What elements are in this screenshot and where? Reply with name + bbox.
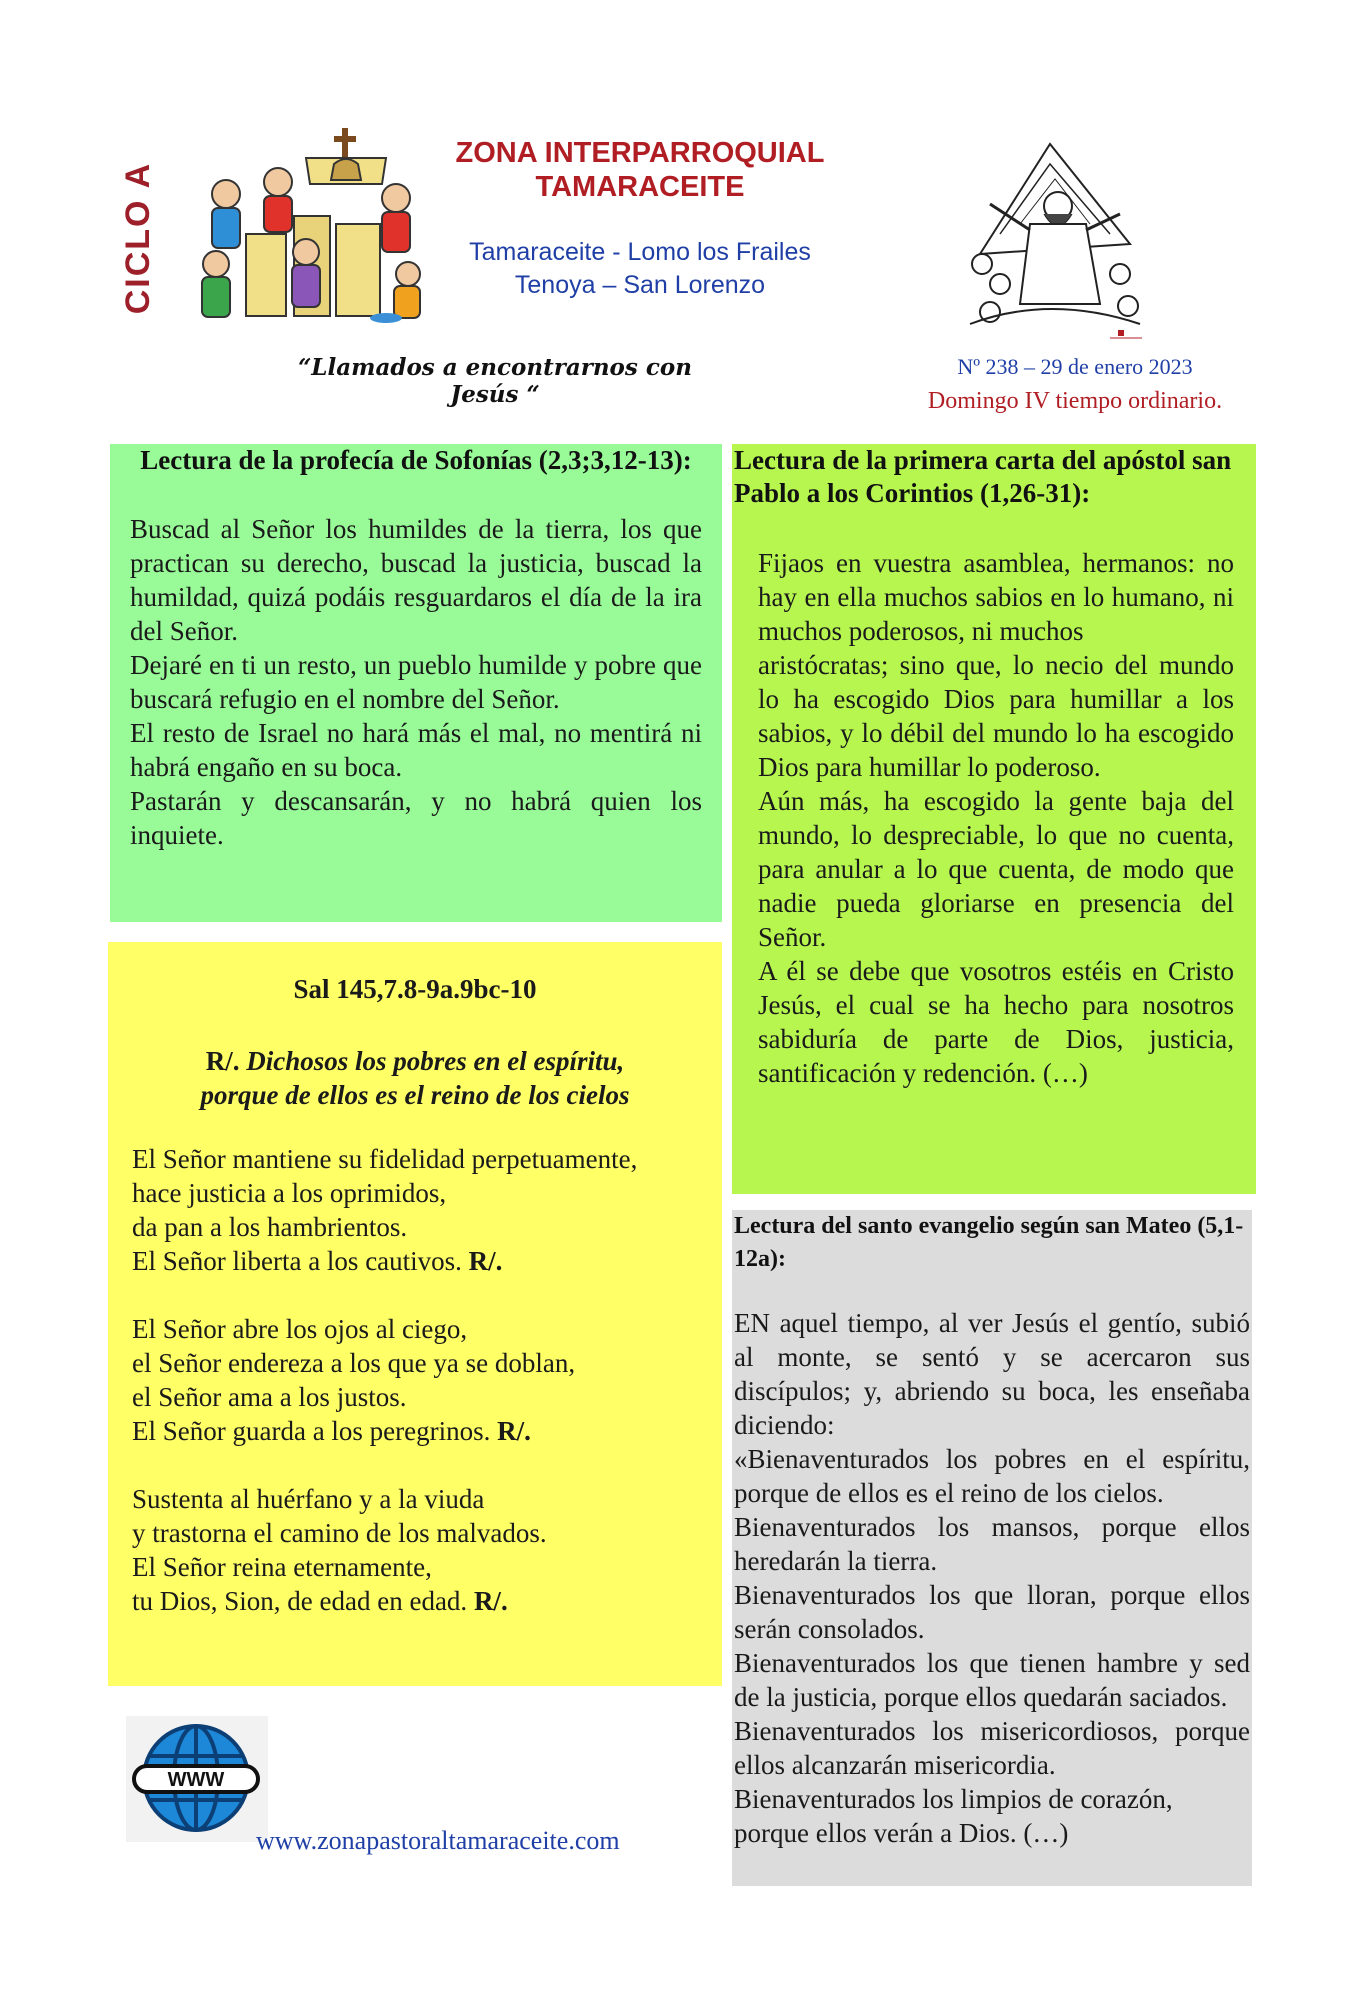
- gospel-paragraph: EN aquel tiempo, al ver Jesús el gentío, subió al monte, se sentó y se acercaron sus discípulos; y, abriendo su boca, les enseñaba diciendo:: [734, 1308, 1250, 1440]
- psalm-line: El Señor reina eternamente,: [132, 1552, 432, 1582]
- psalm-response: R/.: [468, 1246, 503, 1276]
- jesus-preaching-illustration: [960, 134, 1150, 340]
- first-reading-paragraph: El resto de Israel no hará más el mal, no mentirá ni habrá engaño en su boca.: [130, 718, 702, 782]
- parish-group-illustration: [186, 124, 424, 324]
- psalm-line: El Señor liberta a los cautivos.: [132, 1246, 462, 1276]
- second-reading-heading: Lectura de la primera carta del apóstol san Pablo a los Corintios (1,26-31):: [734, 445, 1232, 508]
- first-reading-paragraph: Buscad al Señor los humildes de la tierra, los que practican su derecho, buscad la justicia, buscad la humildad, quizá podáis resguardaros el día de la ira del Señor.: [130, 514, 702, 646]
- psalm-title: Sal 145,7.8-9a.9bc-10: [293, 974, 537, 1004]
- psalm-line: el Señor ama a los justos.: [132, 1382, 407, 1412]
- second-reading-paragraph: A él se debe que vosotros estéis en Cristo Jesús, el cual se ha hecho para nosotros sabiduría de parte de Dios, justicia, santificación y redención. (…): [758, 956, 1234, 1088]
- parishes-line1: Tamaraceite - Lomo los Frailes: [469, 238, 811, 266]
- psalm-stanza: [132, 1312, 712, 1448]
- psalm-line: Sustenta al huérfano y a la viuda: [132, 1484, 485, 1514]
- refrain-line1: Dichosos los pobres en el espíritu,: [239, 1046, 625, 1076]
- gospel-body: [734, 1306, 1250, 1850]
- gospel-paragraph: «Bienaventurados los pobres en el espíritu, porque de ellos es el reino de los cielos.: [734, 1444, 1250, 1508]
- refrain-prefix: R/.: [205, 1046, 240, 1076]
- second-reading-paragraph: aristócratas; sino que, lo necio del mundo lo ha escogido Dios para humillar a los sabios, y lo débil del mundo lo ha escogido Dios para humillar lo poderoso.: [758, 650, 1234, 782]
- gospel-box: [732, 1210, 1252, 1886]
- gospel-paragraph: Bienaventurados los que tienen hambre y sed de la justicia, porque ellos quedarán saciados.: [734, 1648, 1250, 1712]
- second-reading-paragraph: Aún más, ha escogido la gente baja del mundo, lo despreciable, lo que no cuenta, para anular a lo que cuenta, de modo que nadie pueda gloriarse en presencia del Señor.: [758, 786, 1234, 952]
- first-reading-heading: Lectura de la profecía de Sofonías (2,3;3,12-13):: [140, 445, 692, 475]
- first-reading-paragraph: Pastarán y descansarán, y no habrá quien los inquiete.: [130, 786, 702, 850]
- globe-label: WWW: [167, 1769, 225, 1791]
- psalm-stanza: [132, 1482, 712, 1618]
- liturgical-sunday: Domingo IV tiempo ordinario.: [927, 388, 1223, 414]
- zona-title-line2: TAMARACEITE: [535, 171, 745, 203]
- psalm-line: hace justicia a los oprimidos,: [132, 1178, 447, 1208]
- psalm-line: tu Dios, Sion, de edad en edad.: [132, 1586, 468, 1616]
- gospel-paragraph: Bienaventurados los que lloran, porque ellos serán consolados.: [734, 1580, 1250, 1644]
- psalm-line: El Señor mantiene su fidelidad perpetuamente,: [132, 1144, 638, 1174]
- psalm-line: el Señor endereza a los que ya se doblan,: [132, 1348, 576, 1378]
- parishes-line2: Tenoya – San Lorenzo: [514, 271, 766, 299]
- motto: “Llamados a encontrarnos con Jesús “: [298, 354, 692, 408]
- psalm-line: da pan a los hambrientos.: [132, 1212, 408, 1242]
- psalm-response: R/.: [497, 1416, 531, 1446]
- parish-list: [440, 236, 840, 302]
- psalm-box: [108, 942, 722, 1686]
- psalm-response: R/.: [473, 1586, 508, 1616]
- psalm-line: El Señor guarda a los peregrinos.: [132, 1416, 491, 1446]
- globe-icon-frame: [126, 1716, 268, 1842]
- refrain-line2: porque de ellos es el reino de los cielos: [200, 1080, 630, 1110]
- issue-number-date: Nº 238 – 29 de enero 2023: [957, 354, 1193, 379]
- first-reading-paragraph: Dejaré en ti un resto, un pueblo humilde y pobre que buscará refugio en el nombre del Señor.: [130, 650, 702, 714]
- psalm-verses: [132, 1142, 712, 1652]
- second-reading-body: [758, 546, 1234, 1090]
- website-link[interactable]: www.zonapastoraltamaraceite.com: [256, 1826, 620, 1855]
- first-reading-box: [110, 444, 722, 922]
- zona-title: [440, 136, 840, 204]
- gospel-paragraph: Bienaventurados los limpios de corazón, porque ellos verán a Dios. (…): [734, 1784, 1173, 1848]
- gospel-paragraph: Bienaventurados los mansos, porque ellos heredarán la tierra.: [734, 1512, 1250, 1576]
- gospel-heading: Lectura del santo evangelio según san Mateo (5,1-12a):: [734, 1213, 1244, 1272]
- globe-www-icon[interactable]: [126, 1716, 268, 1842]
- psalm-line: y trastorna el camino de los malvados.: [132, 1518, 547, 1548]
- first-reading-body: [130, 512, 702, 852]
- second-reading-box: [732, 444, 1256, 1194]
- psalm-line: El Señor abre los ojos al ciego,: [132, 1314, 468, 1344]
- gospel-paragraph: Bienaventurados los misericordiosos, porque ellos alcanzarán misericordia.: [734, 1716, 1250, 1780]
- zona-title-line1: ZONA INTERPARROQUIAL: [455, 137, 825, 169]
- second-reading-paragraph: Fijaos en vuestra asamblea, hermanos: no hay en ella muchos sabios en lo humano, ni muchos poderosos, ni muchos: [758, 548, 1234, 646]
- psalm-refrain: [108, 1044, 722, 1112]
- ciclo-label: CICLO A: [119, 161, 157, 315]
- psalm-stanza: [132, 1142, 712, 1278]
